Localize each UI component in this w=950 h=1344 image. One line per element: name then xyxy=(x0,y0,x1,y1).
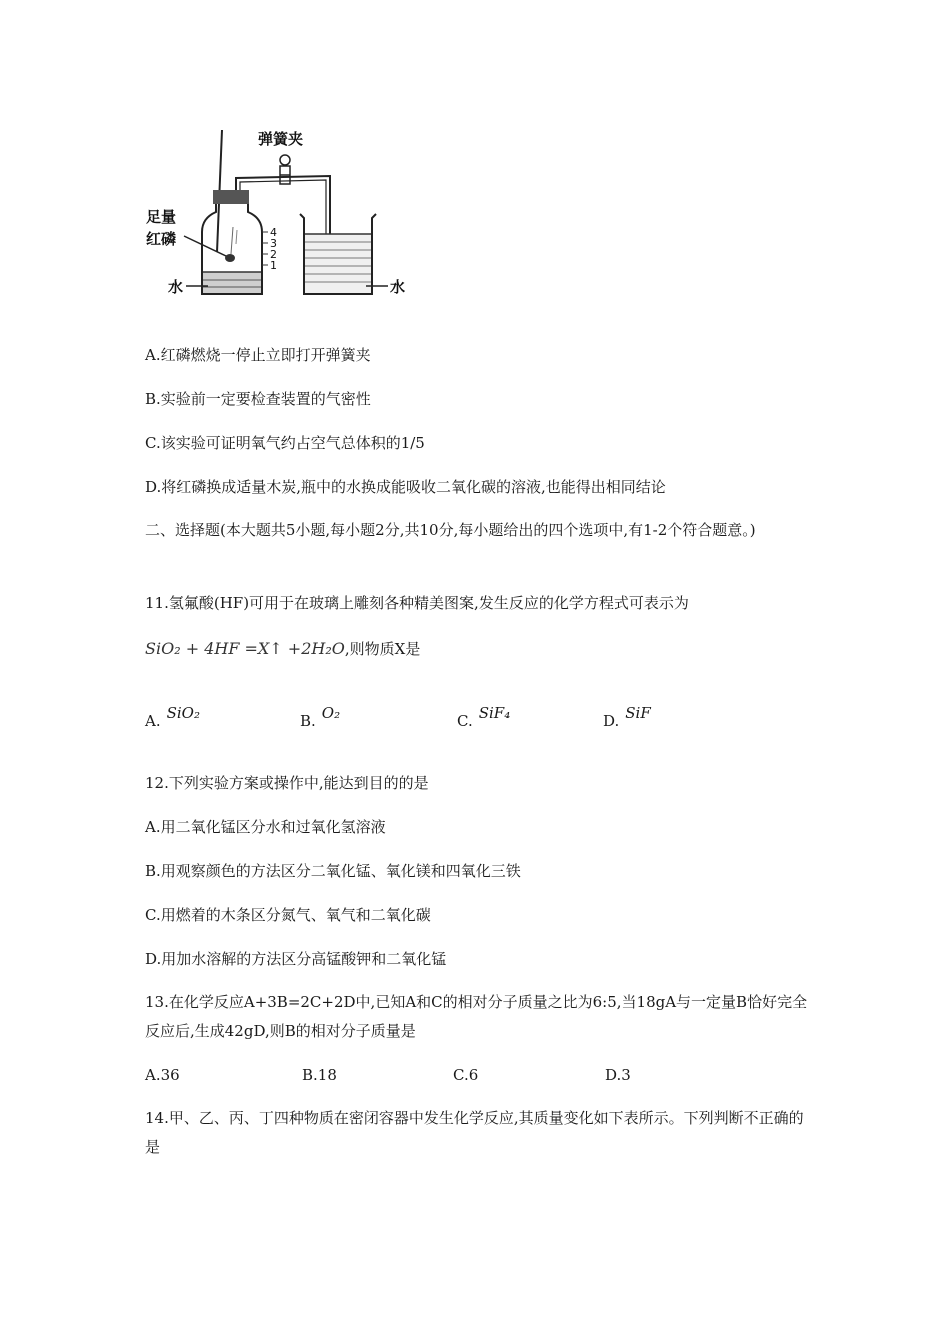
q11-option-a xyxy=(145,704,200,730)
q11-option-b-label: B. xyxy=(300,712,316,730)
scale-3: 3 xyxy=(270,237,277,250)
scale-1: 1 xyxy=(270,259,277,272)
clip-label: 弹簧夹 xyxy=(258,130,304,148)
q12-option-b: B.用观察颜色的方法区分二氧化锰、氧化镁和四氧化三铁 xyxy=(145,862,521,880)
q11-option-d-formula: SiF xyxy=(625,704,651,722)
water-label-right: 水 xyxy=(390,278,406,296)
apparatus-diagram xyxy=(140,122,420,312)
q10-option-d: D.将红磷换成适量木炭,瓶中的水换成能吸收二氧化碳的溶液,也能得出相同结论 xyxy=(145,478,666,496)
q11-option-c xyxy=(457,704,511,730)
q13-option-c: C.6 xyxy=(453,1066,479,1084)
q10-option-a: A.红磷燃烧一停止立即打开弹簧夹 xyxy=(145,346,371,364)
q11-option-d xyxy=(603,704,651,730)
scale-4: 4 xyxy=(270,226,277,239)
q11-equation: SiO₂ + 4HF =X↑ +2H₂O xyxy=(145,639,345,658)
phosphorus-label-1: 足量 xyxy=(146,208,177,226)
q13-option-a: A.36 xyxy=(145,1066,180,1084)
q11-option-c-label: C. xyxy=(457,712,473,730)
section2-heading: 二、选择题(本大题共5小题,每小题2分,共10分,每小题给出的四个选项中,有1-2个符合题意。) xyxy=(145,521,756,539)
q12-option-a: A.用二氧化锰区分水和过氧化氢溶液 xyxy=(145,818,386,836)
q11-option-a-label: A. xyxy=(145,712,161,730)
q13-option-b: B.18 xyxy=(302,1066,337,1084)
q11-option-b xyxy=(300,704,341,730)
phosphorus-label-2: 红磷 xyxy=(146,230,177,248)
q11-equation-line xyxy=(145,638,420,660)
q11-tail: ,则物质X是 xyxy=(344,640,421,658)
q13-stem: 13.在化学反应A+3B=2C+2D中,已知A和C的相对分子质量之比为6:5,当18gA与一定量B恰好完全反应后,生成42gD,则B的相对分子质量是 xyxy=(145,993,808,1040)
q14-stem: 14.甲、乙、丙、丁四种物质在密闭容器中发生化学反应,其质量变化如下表所示。下列判断不正确的是 xyxy=(145,1109,804,1156)
q12-option-d: D.用加水溶解的方法区分高锰酸钾和二氧化锰 xyxy=(145,950,447,968)
q11-stem: 11.氢氟酸(HF)可用于在玻璃上雕刻各种精美图案,发生反应的化学方程式可表示为 xyxy=(145,594,689,612)
q11-option-a-formula: SiO₂ xyxy=(166,704,200,722)
water-label-left: 水 xyxy=(168,278,184,296)
q12-stem: 12.下列实验方案或操作中,能达到目的的是 xyxy=(145,774,429,792)
q11-option-c-formula: SiF₄ xyxy=(478,704,511,722)
q13-option-d: D.3 xyxy=(605,1066,631,1084)
q12-option-c: C.用燃着的木条区分氮气、氧气和二氧化碳 xyxy=(145,906,431,924)
q10-option-b: B.实验前一定要检查装置的气密性 xyxy=(145,390,371,408)
q11-option-d-label: D. xyxy=(603,712,620,730)
q10-option-c: C.该实验可证明氧气约占空气总体积的1/5 xyxy=(145,434,425,452)
scale-2: 2 xyxy=(270,248,277,261)
q11-option-b-formula: O₂ xyxy=(321,704,341,722)
